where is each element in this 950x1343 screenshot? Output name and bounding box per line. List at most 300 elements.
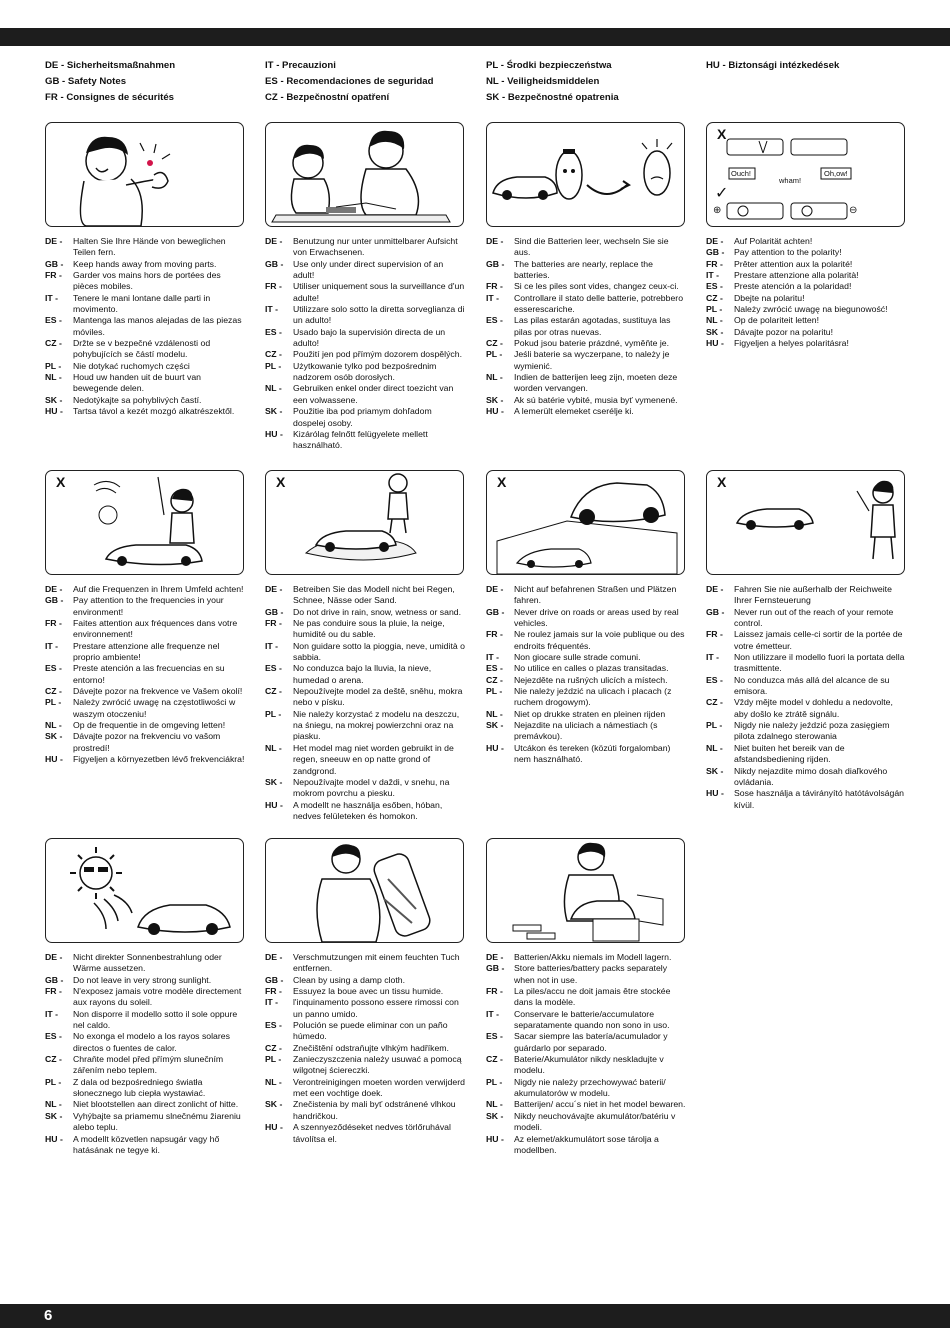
language-code: FR - xyxy=(486,281,503,292)
note-text: Nikdy neuchovávajte akumulátor/batériu v modeli. xyxy=(514,1110,676,1133)
note-text: Znečistenia by mali byť odstránené vlhkou handričkou. xyxy=(293,1099,456,1121)
note-entry xyxy=(45,361,245,372)
note-text: Pokud jsou baterie prázdné, vyměňte je. xyxy=(514,338,670,349)
note-entry xyxy=(486,1099,686,1110)
language-code: FR - xyxy=(265,281,282,292)
note-text: Do not drive in rain, snow, wetness or sand. xyxy=(293,606,462,617)
note-entry xyxy=(265,641,465,664)
note-entry xyxy=(706,315,906,326)
language-code: SK - xyxy=(265,406,283,417)
note-entry xyxy=(45,1099,245,1110)
illustration-batteries xyxy=(486,122,685,227)
note-entry xyxy=(45,338,245,361)
language-code: DE - xyxy=(45,584,63,594)
header-line: PL - Środki bezpieczeństwa xyxy=(486,60,612,71)
note-text: Nigdy nie należy jeździć poza zasięgiem pilota zdalnego sterowania xyxy=(734,720,890,742)
header-line: HU - Biztonsági intézkedések xyxy=(706,60,840,71)
note-entry xyxy=(45,986,245,1009)
note-text: No conduzca bajo la lluvia, la nieve, humedad o arena. xyxy=(293,663,432,685)
language-code: IT - xyxy=(706,270,720,281)
note-entry xyxy=(706,607,906,630)
language-code: SK - xyxy=(486,394,504,405)
minus-icon: ⊖ xyxy=(849,205,858,216)
language-code: IT - xyxy=(45,640,59,651)
note-entry xyxy=(486,1111,686,1134)
note-text: Halten Sie Ihre Hände von beweglichen Teilen fern. xyxy=(73,236,226,258)
language-code: GB - xyxy=(45,974,64,985)
note-text: Keep hands away from moving parts. xyxy=(73,258,217,269)
check-icon: ✓ xyxy=(715,185,729,202)
tired-battery-icon xyxy=(487,123,684,226)
notes-cleaning xyxy=(265,952,465,1145)
note-entry xyxy=(486,1031,686,1054)
note-text: Do not leave in very strong sunlight. xyxy=(73,974,212,985)
language-code: IT - xyxy=(706,652,720,663)
note-text: Non giocare sulle strade comuni. xyxy=(514,652,641,663)
language-code: GB - xyxy=(265,606,284,617)
note-entry xyxy=(486,349,686,372)
note-text: Laissez jamais celle-ci sortir de la portée de votre émetteur. xyxy=(734,629,903,651)
note-text: Użytkowanie tylko pod bezpośrednim nadzorem osób dorosłych. xyxy=(293,360,437,383)
note-text: Essuyez la boue avec un tissu humide. xyxy=(293,986,444,997)
note-text: Jeśli baterie sa wyczerpane, to należy je wymienić. xyxy=(514,349,670,371)
note-text: Baterie/Akumulátor nikdy neskladujte v modelu. xyxy=(514,1054,664,1076)
note-entry xyxy=(486,963,686,986)
note-entry xyxy=(45,372,245,395)
language-code: DE - xyxy=(706,584,724,594)
language-code: SK - xyxy=(486,720,504,731)
language-code: ES - xyxy=(486,1031,503,1042)
note-entry xyxy=(486,236,686,259)
notes-storage xyxy=(486,952,686,1156)
ouch-label: Ouch! xyxy=(731,169,752,178)
note-entry xyxy=(45,697,245,720)
note-entry xyxy=(265,383,465,406)
language-code: SK - xyxy=(706,326,724,337)
language-code: CZ - xyxy=(486,1054,503,1065)
note-text: The batteries are nearly, replace the batteries. xyxy=(514,258,653,281)
note-text: Należy zwrócić uwagę na częstotliwości w waszym otoczeniu! xyxy=(73,697,236,719)
note-text: Figyeljen a környezetben lévő frekvenciákra! xyxy=(73,754,245,765)
note-text: Pay attention to the polarity! xyxy=(734,247,842,258)
header-col-2 xyxy=(265,58,433,106)
note-entry xyxy=(706,675,906,698)
wrong-mark: X xyxy=(717,126,727,142)
note-text: Dávajte pozor na polaritu! xyxy=(734,326,833,337)
note-entry xyxy=(45,952,245,975)
note-text: Nedotýkajte sa pohyblivých častí. xyxy=(73,394,202,405)
language-code: HU - xyxy=(265,799,283,810)
note-text: Nejezděte na rušných ulicích a místech. xyxy=(514,674,668,685)
language-code: ES - xyxy=(45,663,62,674)
note-text: Las pilas estarán agotadas, sustituya las pilas por otras nuevas. xyxy=(514,315,671,337)
language-code: GB - xyxy=(706,606,725,617)
note-entry xyxy=(486,652,686,663)
language-code: ES - xyxy=(265,1020,282,1031)
wrong-mark: X xyxy=(717,474,727,490)
note-entry xyxy=(706,584,906,607)
language-code: ES - xyxy=(706,281,723,292)
note-text: Utiliser uniquement sous la surveillance d'un adulte! xyxy=(293,281,465,303)
note-entry xyxy=(706,281,906,292)
note-entry xyxy=(706,304,906,315)
note-text: Nikdy nejazdite mimo dosah diaľkového ovládania. xyxy=(734,765,888,787)
note-entry xyxy=(706,743,906,766)
note-entry xyxy=(265,584,465,607)
note-entry xyxy=(45,754,245,765)
note-text: Auf Polarität achten! xyxy=(734,236,813,246)
language-code: DE - xyxy=(706,236,724,246)
note-entry xyxy=(45,270,245,293)
note-text: Zanieczyszczenia należy usuwać a pomocą wilgotnej ściereczki. xyxy=(293,1054,462,1076)
language-code: FR - xyxy=(45,618,62,629)
notes-supervision xyxy=(265,236,465,452)
radio-interference-icon xyxy=(46,471,243,574)
note-text: Op de polariteit letten! xyxy=(734,315,819,326)
note-text: Držte se v bezpečné vzdálenosti od pohybujících se částí modelu. xyxy=(73,338,211,360)
note-entry xyxy=(486,338,686,349)
note-text: Nicht auf befahrenen Straßen und Plätzen fahren. xyxy=(514,584,677,606)
sun-heating-car-icon xyxy=(46,839,243,942)
note-text: Kizárólag felnőtt felügyelete mellett használható. xyxy=(293,428,428,451)
language-code: ES - xyxy=(706,674,723,685)
note-entry xyxy=(706,788,906,811)
illustration-polarity xyxy=(706,122,905,227)
note-text: Ne pas conduire sous la pluie, la neige, humidité ou du sable. xyxy=(293,618,445,640)
language-code: IT - xyxy=(486,1008,500,1019)
note-text: Usado bajo la supervisión directa de un adulto! xyxy=(293,326,446,349)
note-text: Ne roulez jamais sur la voie publique ou des endroits fréquentés. xyxy=(514,629,685,651)
language-code: HU - xyxy=(486,742,504,753)
language-code: DE - xyxy=(486,952,504,962)
note-text: Utcákon és tereken (közúti forgalomban) nem használható. xyxy=(514,742,671,765)
note-entry xyxy=(45,1009,245,1032)
note-entry xyxy=(486,709,686,720)
language-code: GB - xyxy=(265,974,284,985)
note-entry xyxy=(265,429,465,452)
note-entry xyxy=(45,686,245,697)
notes-polarity xyxy=(706,236,906,349)
language-code: CZ - xyxy=(706,697,723,708)
note-text: Prêter attention aux la polarité! xyxy=(734,258,853,269)
language-code: IT - xyxy=(45,1008,59,1019)
language-code: GB - xyxy=(486,258,505,269)
note-entry xyxy=(265,1122,465,1145)
note-text: Verontreinigingen moeten worden verwijderd met een vochtige doek. xyxy=(293,1076,465,1099)
note-text: l'inquinamento possono essere rimossi con un panno umido. xyxy=(293,997,459,1019)
note-entry xyxy=(45,1054,245,1077)
language-code: GB - xyxy=(45,595,64,606)
language-code: FR - xyxy=(706,258,723,269)
notes-roads xyxy=(486,584,686,766)
language-code: IT - xyxy=(265,640,279,651)
header-line: NL - Veiligheidsmiddelen xyxy=(486,76,600,87)
wham-label: wham! xyxy=(779,176,802,185)
note-text: Ak sú batérie vybité, musia byť vymenené. xyxy=(514,394,678,405)
language-code: SK - xyxy=(265,776,283,787)
note-entry xyxy=(45,259,245,270)
language-code: IT - xyxy=(45,292,59,303)
note-entry xyxy=(45,315,245,338)
language-code: FR - xyxy=(45,986,62,997)
language-code: ES - xyxy=(486,315,503,326)
note-entry xyxy=(265,349,465,360)
language-code: PL - xyxy=(706,720,723,731)
plus-icon: ⊕ xyxy=(713,205,722,216)
note-text: Fahren Sie nie außerhalb der Reichweite Ihrer Fernsteuerung xyxy=(734,584,892,606)
language-code: NL - xyxy=(45,720,62,731)
note-text: Never run out of the reach of your remote control. xyxy=(734,606,894,629)
note-entry xyxy=(486,986,686,1009)
language-code: PL - xyxy=(265,708,282,719)
note-text: Pay attention to the frequencies in your environment! xyxy=(73,595,224,617)
note-text: Mantenga las manos alejadas de las piezas móviles. xyxy=(73,315,242,337)
note-entry xyxy=(486,629,686,652)
header-line: IT - Precauzioni xyxy=(265,60,336,71)
language-code: FR - xyxy=(45,270,62,281)
note-entry xyxy=(265,1054,465,1077)
note-entry xyxy=(486,663,686,674)
note-entry xyxy=(45,584,245,595)
car-in-puddle-icon xyxy=(266,471,463,574)
language-code: HU - xyxy=(45,754,63,765)
language-code: PL - xyxy=(45,697,62,708)
language-code: ES - xyxy=(45,315,62,326)
language-code: PL - xyxy=(486,686,503,697)
language-code: ES - xyxy=(486,663,503,674)
note-text: Znečištění odstraňujte vlhkým hadříkem. xyxy=(293,1042,449,1053)
note-entry xyxy=(486,675,686,686)
note-text: Należy zwrócić uwagę na biegunowość! xyxy=(734,304,888,315)
note-text: Houd uw handen uit de buurt van bewegende delen. xyxy=(73,372,201,394)
language-code: FR - xyxy=(265,986,282,997)
note-entry xyxy=(265,743,465,777)
note-text: Niet buiten het bereik van de afstandsbediening rijden. xyxy=(734,742,845,765)
language-code: NL - xyxy=(45,372,62,383)
note-text: No exonga el modelo a los rayos solares directos o fuentes de calor. xyxy=(73,1031,230,1053)
language-code: CZ - xyxy=(486,674,503,685)
language-code: HU - xyxy=(486,1133,504,1144)
note-text: Nigdy nie należy przechowywać baterii/ akumulatorów w modelu. xyxy=(514,1076,666,1099)
note-text: Použitie iba pod priamym dohľadom dospelej osoby. xyxy=(293,406,432,428)
illustration-supervision xyxy=(265,122,464,227)
note-entry xyxy=(486,584,686,607)
note-text: Nejazdite na uliciach a námestiach (s premávkou). xyxy=(514,720,658,742)
language-code: SK - xyxy=(45,731,63,742)
note-entry xyxy=(265,777,465,800)
language-code: GB - xyxy=(486,963,505,974)
ohow-label: Oh,ow! xyxy=(824,169,848,178)
note-text: A lemerült elemeket cserélje ki. xyxy=(514,406,634,417)
note-entry xyxy=(45,406,245,417)
note-entry xyxy=(45,618,245,641)
notes-range xyxy=(706,584,906,811)
language-code: GB - xyxy=(45,258,64,269)
header-col-4 xyxy=(706,58,839,74)
top-bar xyxy=(0,28,950,46)
note-entry xyxy=(265,975,465,986)
language-code: SK - xyxy=(706,765,724,776)
language-code: PL - xyxy=(486,1076,503,1087)
note-text: Nie należy korzystać z modelu na deszczu, na śniegu, na mokrej powierzchni oraz na piasku. xyxy=(293,708,460,742)
note-entry xyxy=(706,720,906,743)
note-entry xyxy=(45,663,245,686)
header-line: ES - Recomendaciones de seguridad xyxy=(265,76,434,87)
header-col-1 xyxy=(45,58,175,106)
language-code: IT - xyxy=(265,304,279,315)
language-code: PL - xyxy=(45,360,62,371)
language-code: CZ - xyxy=(45,1054,62,1065)
note-text: Prestare attenzione alla polarità! xyxy=(734,270,859,281)
note-entry xyxy=(45,236,245,259)
note-entry xyxy=(486,293,686,316)
language-code: CZ - xyxy=(45,338,62,349)
note-text: Preste atención a las frecuencias en su entorno! xyxy=(73,663,225,685)
notes-frequencies xyxy=(45,584,245,766)
illustration-frequencies xyxy=(45,470,244,575)
note-entry xyxy=(265,800,465,823)
header-line: CZ - Bezpečnostní opatření xyxy=(265,92,390,103)
language-code: DE - xyxy=(486,236,504,246)
notes-hands xyxy=(45,236,245,418)
note-entry xyxy=(486,1009,686,1032)
note-text: Z dala od bezpośredniego światła słonecznego lub ciepła wystawiać. xyxy=(73,1076,206,1099)
note-text: Dávejte pozor na frekvence ve Vašem okolí! xyxy=(73,686,243,697)
note-entry xyxy=(265,952,465,975)
language-code: SK - xyxy=(265,1099,283,1110)
note-entry xyxy=(486,259,686,282)
car-on-road-icon xyxy=(487,471,684,574)
note-entry xyxy=(706,629,906,652)
language-code: NL - xyxy=(706,315,723,326)
note-text: Figyeljen a helyes polaritásra! xyxy=(734,338,849,349)
note-entry xyxy=(45,975,245,986)
header-col-3 xyxy=(486,58,619,106)
note-text: A modellt közvetlen napsugár vagy hő hatásának ne tegye ki. xyxy=(73,1133,220,1155)
language-code: DE - xyxy=(45,236,63,246)
note-entry xyxy=(486,686,686,709)
note-text: Dávajte pozor na frekvenciu vo vašom prostredí! xyxy=(73,731,221,753)
note-text: Conservare le batterie/accumulatore separatamente quando non sono in uso. xyxy=(514,1008,670,1031)
note-entry xyxy=(486,281,686,292)
cleaning-car-icon xyxy=(266,839,463,942)
language-code: CZ - xyxy=(265,686,282,697)
note-entry xyxy=(265,1043,465,1054)
note-text: Garder vos mains hors de portées des pièces mobiles. xyxy=(73,270,221,292)
note-entry xyxy=(45,395,245,406)
notes-batteries-empty xyxy=(486,236,686,418)
note-entry xyxy=(265,327,465,350)
language-code: GB - xyxy=(486,606,505,617)
language-code: NL - xyxy=(45,1099,62,1110)
note-text: Polución se puede eliminar con un paño húmedo. xyxy=(293,1020,448,1042)
illustration-range xyxy=(706,470,905,575)
language-code: IT - xyxy=(486,652,500,663)
language-code: DE - xyxy=(265,584,283,594)
note-entry xyxy=(706,270,906,281)
language-code: FR - xyxy=(706,629,723,640)
note-text: Betreiben Sie das Modell nicht bei Regen, Schnee, Nässe oder Sand. xyxy=(293,584,455,606)
note-text: N'exposez jamais votre modèle directement aux rayons du soleil. xyxy=(73,986,242,1008)
note-text: Verschmutzungen mit einem feuchten Tuch entfernen. xyxy=(293,952,460,974)
language-code: DE - xyxy=(486,584,504,594)
language-code: NL - xyxy=(265,383,282,394)
language-code: NL - xyxy=(706,742,723,753)
adult-child-building-icon xyxy=(266,123,463,226)
language-code: IT - xyxy=(486,292,500,303)
note-text: Nepoužívejte model za deště, sněhu, mokra nebo v písku. xyxy=(293,686,463,708)
note-entry xyxy=(265,663,465,686)
note-entry xyxy=(706,697,906,720)
language-code: IT - xyxy=(265,997,279,1008)
note-entry xyxy=(45,731,245,754)
note-text: Chraňte model před přímým slunečním zářením nebo teplem. xyxy=(73,1054,224,1076)
language-code: CZ - xyxy=(486,338,503,349)
note-text: Indien de batterijen leeg zijn, moeten deze worden vervangen. xyxy=(514,372,678,394)
language-code: PL - xyxy=(45,1076,62,1087)
language-code: FR - xyxy=(265,618,282,629)
language-code: HU - xyxy=(486,406,504,417)
note-entry xyxy=(706,766,906,789)
illustration-weather xyxy=(265,470,464,575)
language-code: CZ - xyxy=(265,349,282,360)
notes-sunlight xyxy=(45,952,245,1156)
note-text: Batterien/Akku niemals im Modell lagern. xyxy=(514,952,672,962)
note-text: Tartsa távol a kezét mozgó alkatrészektől. xyxy=(73,406,235,417)
note-entry xyxy=(265,997,465,1020)
language-code: HU - xyxy=(706,338,724,349)
language-code: PL - xyxy=(265,1054,282,1065)
header-line: DE - Sicherheitsmaßnahmen xyxy=(45,60,176,71)
note-text: Non utilizzare il modello fuori la portata della trasmittente. xyxy=(734,652,905,674)
note-text: Clean by using a damp cloth. xyxy=(293,974,406,985)
note-text: A modellt ne használja esőben, hóban, nedves felületeken és homokon. xyxy=(293,799,443,821)
note-entry xyxy=(486,743,686,766)
note-text: Het model mag niet worden gebruikt in de regen, sneeuw en op natte grond of zandgrond. xyxy=(293,742,454,776)
illustration-roads xyxy=(486,470,685,575)
language-code: NL - xyxy=(486,708,503,719)
note-entry xyxy=(486,372,686,395)
language-code: HU - xyxy=(265,428,283,439)
note-entry xyxy=(706,236,906,247)
note-text: Použití jen pod přímým dozorem dospělých. xyxy=(293,349,463,360)
note-entry xyxy=(45,1134,245,1157)
note-entry xyxy=(265,686,465,709)
illustration-storage xyxy=(486,838,685,943)
note-entry xyxy=(486,1077,686,1100)
page-number: 6 xyxy=(44,1307,53,1324)
illustration-cleaning xyxy=(265,838,464,943)
note-entry xyxy=(265,361,465,384)
language-code: PL - xyxy=(706,304,723,315)
note-entry xyxy=(486,720,686,743)
language-code: SK - xyxy=(45,1110,63,1121)
note-entry xyxy=(45,1031,245,1054)
wrong-mark: X xyxy=(497,474,507,490)
wrong-mark: X xyxy=(276,474,286,490)
language-code: DE - xyxy=(45,952,63,962)
note-text: No utilice en calles o plazas transitadas. xyxy=(514,663,669,674)
note-entry xyxy=(706,327,906,338)
boy-hurt-hand-icon xyxy=(46,123,243,226)
language-code: SK - xyxy=(45,394,63,405)
car-out-of-range-icon xyxy=(707,471,904,574)
note-entry xyxy=(265,236,465,259)
note-entry xyxy=(486,406,686,417)
language-code: CZ - xyxy=(265,1042,282,1053)
note-entry xyxy=(265,281,465,304)
note-entry xyxy=(45,1077,245,1100)
